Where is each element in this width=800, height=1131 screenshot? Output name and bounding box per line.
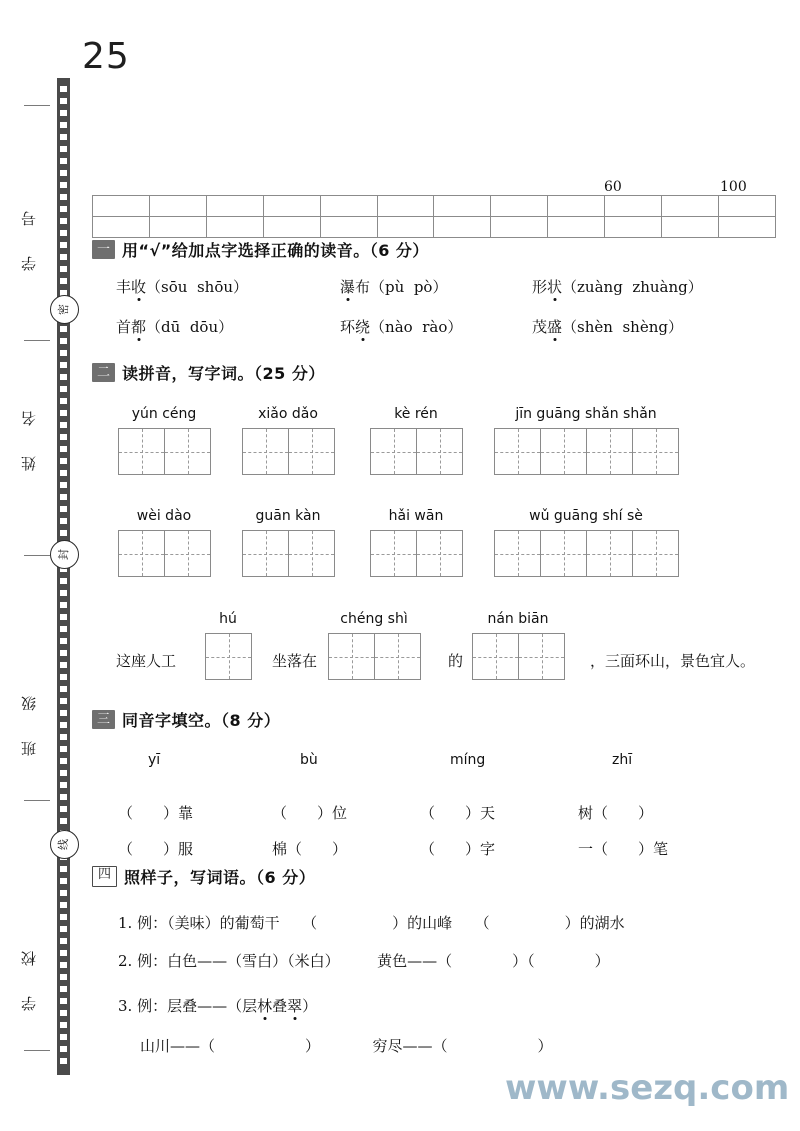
sentence-part-1: 这座人工 (116, 652, 177, 670)
pinyin-choice-item[interactable]: 首都（dū dōu） (116, 318, 234, 336)
score-cell[interactable] (320, 196, 377, 217)
score-cell[interactable] (377, 217, 434, 238)
score-cell[interactable] (718, 217, 775, 238)
score-grid[interactable] (92, 195, 776, 238)
score-cell[interactable] (320, 217, 377, 238)
tianzige-cell[interactable] (119, 429, 165, 474)
section-number-2: 二 (92, 363, 115, 382)
score-cell[interactable] (491, 217, 548, 238)
tianzige-cell[interactable] (329, 634, 375, 679)
homophone-item[interactable]: 一（ ）笔 (578, 840, 669, 858)
score-cell[interactable] (434, 196, 491, 217)
homophone-pinyin-ming: míng (450, 752, 486, 768)
homophone-item[interactable]: 树（ ） (578, 804, 654, 822)
score-cell[interactable] (662, 196, 719, 217)
sidebar-divider (24, 555, 50, 556)
example-item-text: 例：白色——（雪白）（米白） 黄色——（ ）（ ） (137, 952, 610, 970)
sidebar-divider (24, 340, 50, 341)
seal-feng: 封 (50, 540, 79, 569)
score-mark-100: 100 (720, 179, 747, 195)
score-cell[interactable] (377, 196, 434, 217)
tianzige-group-weidao[interactable] (118, 530, 211, 577)
pinyin-label-chengshi: chéng shì (340, 611, 408, 627)
tianzige-group-yuceng[interactable] (118, 428, 211, 475)
tianzige-group-chengshi[interactable] (328, 633, 421, 680)
tianzige-cell[interactable] (206, 634, 251, 679)
homophone-item[interactable]: 棉（ ） (272, 840, 348, 858)
tianzige-group-jinguangshanshan[interactable] (494, 428, 679, 475)
tianzige-cell[interactable] (633, 429, 678, 474)
section-number-3: 三 (92, 710, 115, 729)
section-title-1: 用“√”给加点字选择正确的读音。（6 分） (122, 241, 429, 260)
example-item-1[interactable] (118, 912, 625, 933)
seal-mi: 密 (50, 295, 79, 324)
score-cell[interactable] (206, 196, 263, 217)
pinyin-label-jinguangshanshan: jīn guāng shǎn shǎn (515, 406, 657, 422)
tianzige-cell[interactable] (417, 531, 462, 576)
table-row[interactable] (93, 196, 776, 217)
sentence-part-4: ，三面环山，景色宜人。 (590, 652, 756, 670)
homophone-item[interactable]: （ ）服 (118, 840, 194, 858)
section-heading-2 (92, 361, 325, 384)
score-cell[interactable] (149, 217, 206, 238)
score-cell[interactable] (434, 217, 491, 238)
tianzige-cell[interactable] (417, 429, 462, 474)
tianzige-cell[interactable] (473, 634, 519, 679)
section-title-4: 照样子，写词语。（6 分） (124, 868, 316, 887)
pinyin-label-yuceng: yún céng (131, 406, 197, 422)
sidebar-divider (24, 105, 50, 106)
score-mark-60: 60 (604, 179, 622, 195)
perforation-pattern (60, 86, 67, 1068)
score-grid-wrapper (92, 175, 776, 238)
tianzige-cell[interactable] (165, 531, 210, 576)
tianzige-cell[interactable] (289, 429, 334, 474)
example-item-4[interactable] (140, 1035, 553, 1056)
tianzige-cell[interactable] (495, 429, 541, 474)
tianzige-cell[interactable] (165, 429, 210, 474)
homophone-pinyin-yi: yī (148, 752, 161, 768)
score-cell[interactable] (662, 217, 719, 238)
score-cell[interactable] (93, 217, 150, 238)
page-number: 25 (82, 36, 130, 77)
score-cell[interactable] (718, 196, 775, 217)
tianzige-cell[interactable] (541, 429, 587, 474)
score-cell[interactable] (491, 196, 548, 217)
example-item-3[interactable]: 3. 例：层叠——（层林叠翠） (118, 997, 318, 1015)
pinyin-label-nanbian: nán biān (487, 611, 549, 627)
section-number-4: 四 (92, 866, 117, 887)
pinyin-choice-row-1 (116, 276, 248, 297)
homophone-pinyin-zhi: zhī (612, 752, 633, 768)
example-item-number: 3. (118, 997, 133, 1015)
sentence-part-3: 的 (448, 652, 464, 670)
tianzige-cell[interactable] (371, 531, 417, 576)
section-heading-4 (92, 865, 315, 888)
example-item-text: 例：（美味）的葡萄干 （ ）的山峰 （ ）的湖水 (137, 914, 625, 932)
section-title-3: 同音字填空。（8 分） (122, 711, 281, 730)
tianzige-group-haiwan[interactable] (370, 530, 463, 577)
tianzige-group-xiaodao[interactable] (242, 428, 335, 475)
score-cell[interactable] (206, 217, 263, 238)
example-item-number: 2. (118, 952, 133, 970)
pinyin-label-keren: kè rén (394, 406, 438, 422)
example-item-text: 山川——（ ） 穷尽——（ ） (140, 1037, 553, 1055)
pinyin-label-haiwan: hǎi wān (388, 508, 444, 524)
sidebar-label-xuexiao: 学 校 (20, 945, 38, 1011)
tianzige-cell[interactable] (519, 634, 564, 679)
tianzige-cell[interactable] (495, 531, 541, 576)
score-grid-marks (92, 175, 776, 195)
pinyin-choice-item[interactable]: 瀑布（pù pò） (340, 278, 448, 296)
seal-xian: 线 (50, 830, 79, 859)
tianzige-cell[interactable] (541, 531, 587, 576)
sentence-part-2: 坐落在 (272, 652, 318, 670)
pinyin-label-xiaodao: xiǎo dǎo (258, 406, 318, 422)
tianzige-group-wuguangshise[interactable] (494, 530, 679, 577)
pinyin-label-guankan: guān kàn (255, 508, 321, 524)
section-heading-3 (92, 708, 280, 731)
binding-cap-bottom (57, 1070, 70, 1075)
section-number-1: 一 (92, 240, 115, 259)
sidebar-divider (24, 800, 50, 801)
tianzige-group-nanbian[interactable] (472, 633, 565, 680)
homophone-pinyin-bu: bù (300, 752, 318, 768)
homophone-item[interactable]: （ ）天 (420, 804, 496, 822)
score-cell[interactable] (605, 196, 662, 217)
tianzige-cell[interactable] (633, 531, 678, 576)
homophone-item[interactable]: （ ）靠 (118, 804, 194, 822)
section-title-2: 读拼音，写字词。（25 分） (122, 364, 325, 383)
section-heading-1 (92, 238, 429, 261)
tianzige-cell[interactable] (375, 634, 420, 679)
score-cell[interactable] (93, 196, 150, 217)
score-cell[interactable] (149, 196, 206, 217)
score-cell[interactable] (263, 196, 320, 217)
tianzige-group-guankan[interactable] (242, 530, 335, 577)
score-cell[interactable] (548, 217, 605, 238)
score-cell[interactable] (548, 196, 605, 217)
sidebar-label-xingming: 姓 名 (20, 405, 38, 471)
example-item-number: 1. (118, 914, 133, 932)
tianzige-cell[interactable] (587, 531, 633, 576)
table-row[interactable] (93, 217, 776, 238)
tianzige-cell[interactable] (243, 429, 289, 474)
watermark: www.sezq.com (505, 1068, 790, 1108)
score-cell[interactable] (263, 217, 320, 238)
tianzige-cell[interactable] (119, 531, 165, 576)
sidebar-label-xuehao: 学 号 (20, 205, 38, 271)
pinyin-label-wuguangshise: wǔ guāng shí sè (529, 508, 643, 524)
homophone-item[interactable]: （ ）字 (420, 840, 496, 858)
tianzige-cell[interactable] (371, 429, 417, 474)
tianzige-cell[interactable] (587, 429, 633, 474)
pinyin-choice-item[interactable]: 丰收（sōu shōu） (116, 278, 249, 296)
score-cell[interactable] (605, 217, 662, 238)
pinyin-choice-item[interactable]: 形状（zuàng zhuàng） (532, 278, 703, 296)
tianzige-cell[interactable] (243, 531, 289, 576)
example-item-2[interactable] (118, 950, 610, 971)
sidebar-label-banji: 班 级 (20, 690, 38, 756)
homophone-item[interactable]: （ ）位 (272, 804, 348, 822)
pinyin-choice-item[interactable]: 环绕（nào rào） (340, 318, 463, 336)
pinyin-label-hu: hú (219, 611, 237, 627)
tianzige-group-keren[interactable] (370, 428, 463, 475)
sidebar-divider (24, 1050, 50, 1051)
pinyin-label-weidao: wèi dào (136, 508, 192, 524)
tianzige-cell[interactable] (289, 531, 334, 576)
tianzige-group-hu[interactable] (205, 633, 252, 680)
pinyin-choice-item[interactable]: 茂盛（shèn shèng） (532, 318, 683, 336)
binding-strip (57, 82, 70, 1072)
